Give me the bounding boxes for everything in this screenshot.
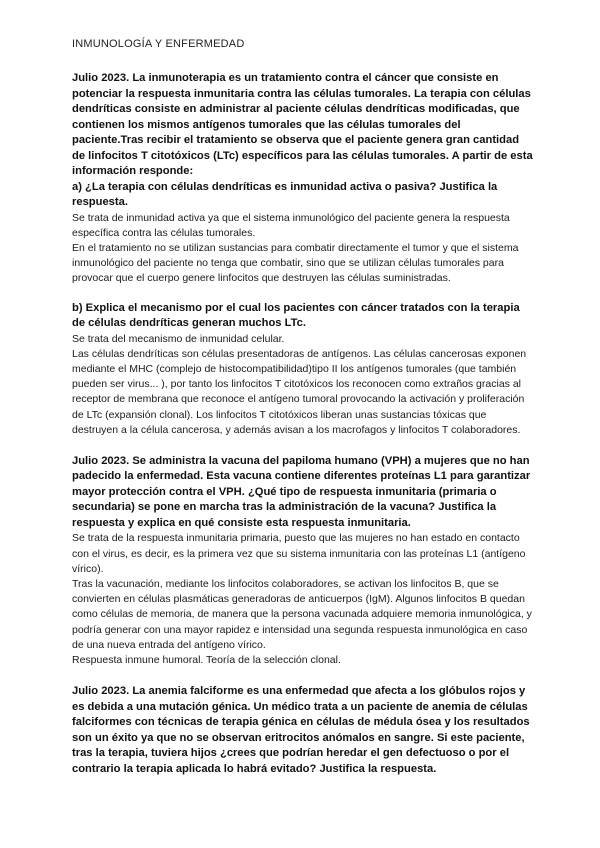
answer-vph-paragraph-1: Se trata de la respuesta inmunitaria primaria, puesto que las mujeres no han estado en contacto con el virus, es decir, es la primera vez que su sistema inmunitaria con las proteínas L1 (antígeno vírico). — [72, 532, 526, 575]
answer-a-paragraph-1: Se trata de inmunidad activa ya que el sistema inmunológico del paciente genera la respuesta específica contra las células tumorales. — [72, 211, 510, 239]
answer-a-paragraph-2: En el tratamiento no se utilizan sustancias para combatir directamente el tumor y que el sistema inmunológico del paciente no tenga que combatir, sino que se utilizan células tumorales para provocar que el cuerpo genere linfocitos que destruyen las células suministradas. — [72, 241, 519, 285]
document-body — [72, 71, 534, 777]
question-sickle-cell: Julio 2023. La anemia falciforme es una enfermedad que afecta a los glóbulos rojos y es debida a una mutación génica. Un médico trata a un paciente de anemia de células falciformes con técnicas de terapia génica en células de médula ósea y los resultados son un éxito ya que no se observan eritrocitos anómalos en sangre. Si este paciente, tras la terapia, tuviera hijos ¿crees que podrían heredar el gen defectuoso o por el contrario la terapia aplicada lo habrá evitado? Justifica la respuesta. — [72, 685, 530, 775]
question-intro: Julio 2023. La inmunoterapia es un tratamiento contra el cáncer que consiste en potenciar la respuesta inmunitaria contra las células tumorales. La terapia con células dendríticas consiste en administrar al paciente células dendríticas modificadas, que contienen los mismos antígenos tumorales que las células tumorales del paciente.Tras recibir el tratamiento se observa que el paciente genera gran cantidad de linfocitos T citotóxicos (LTc) específicos para las células tumorales. A partir de esta información responde: — [72, 72, 533, 177]
question-a: a) ¿La terapia con células dendríticas es inmunidad activa o pasiva? Justifica la respuesta. — [72, 180, 498, 208]
answer-b-paragraph-2: Las células dendríticas son células presentadoras de antígenos. Las células cancerosas exponen mediante el MHC (complejo de histocompatibilidad)tipo II los antígenos tumorales (que también pueden ser virus... ), por tanto los linfocitos T citotóxicos los reconocen como extraños gracias al receptor de membrana que reconoce el antígeno tumoral provocando la activación y proliferación de LTc (expansión clonal). Los linfocitos T citotóxicos liberan unas sustancias tóxicas que destruyen a la célula cancerosa, y además avisan a los macrofagos y linfocitos T colaboradores. — [72, 347, 527, 436]
question-b: b) Explica el mecanismo por el cual los pacientes con cáncer tratados con la terapia de células dendríticas generan muchos LTc. — [72, 301, 520, 330]
question-vph: Julio 2023. Se administra la vacuna del papiloma humano (VPH) a mujeres que no han padecido la enfermedad. Esta vacuna contiene diferentes proteínas L1 para garantizar mayor protección contra el VPH. ¿Qué tipo de respuesta inmunitaria (primaria o secundaria) se pone en marcha tras la administración de la vacuna? Justifica la respuesta y explica en qué consiste esta respuesta inmunitaria. — [72, 454, 531, 529]
question-block-vph-vaccine — [72, 454, 534, 668]
document-header: INMUNOLOGÍA Y ENFERMEDAD — [72, 38, 245, 50]
answer-b-paragraph-1: Se trata del mecanismo de inmunidad celular. — [72, 332, 285, 345]
answer-vph-paragraph-3: Respuesta inmune humoral. Teoría de la selección clonal. — [72, 654, 341, 667]
question-block-sickle-cell — [72, 684, 534, 777]
question-block-immunotherapy — [72, 71, 534, 438]
answer-vph-paragraph-2: Tras la vacunación, mediante los linfocitos colaboradores, se activan los linfocitos B, que se convierten en células plasmáticas generadoras de anticuerpos (IgM). Algunos linfocitos B quedan como células de memoria, de manera que la persona vacunada adquiere memoria inmunológica, y podría generar con una mayor rapidez e intensidad una segunda respuesta inmunológica en caso de una nueva entrada del antígeno vírico. — [72, 578, 532, 651]
